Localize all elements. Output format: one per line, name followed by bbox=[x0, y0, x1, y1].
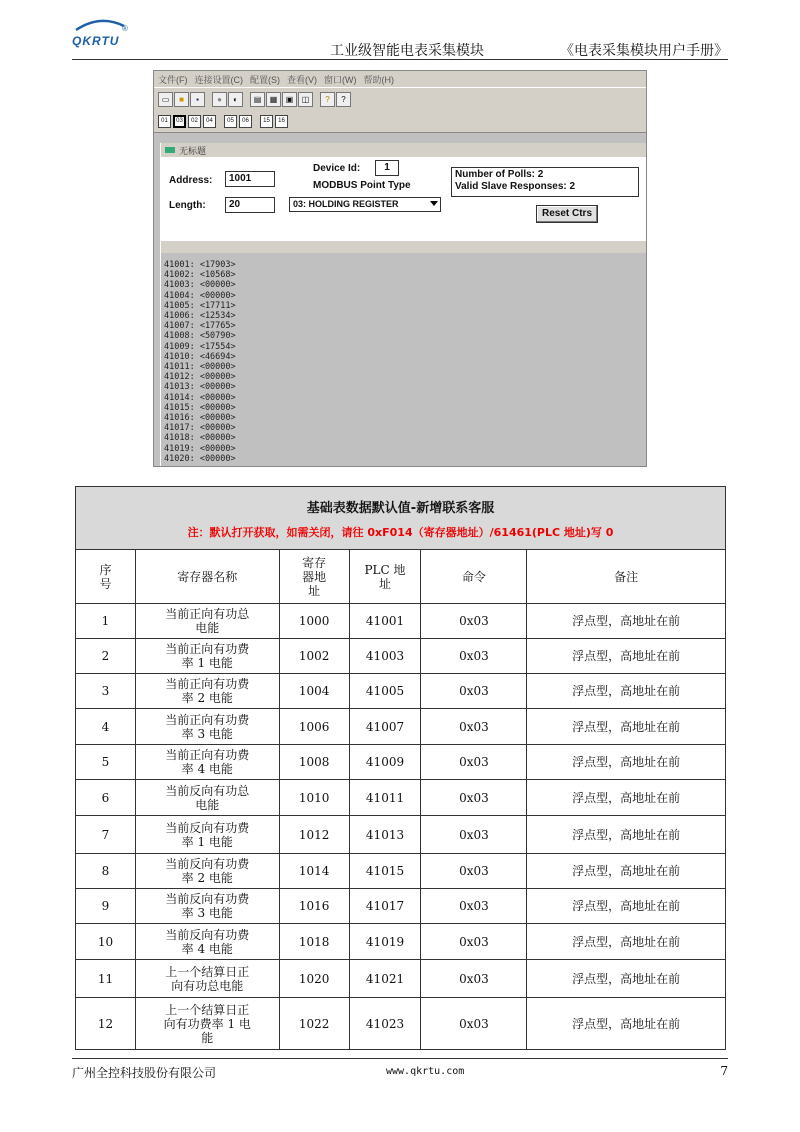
menu-connection[interactable]: 连接设置(C) bbox=[194, 74, 243, 85]
cell-row-index: 4 bbox=[76, 709, 136, 745]
context-help-icon[interactable]: ? bbox=[336, 92, 351, 107]
register-table bbox=[75, 486, 726, 1050]
cell-remark: 浮点型，高地址在前 bbox=[527, 709, 726, 745]
cell-remark: 浮点型，高地址在前 bbox=[527, 816, 726, 854]
cell-register-name: 当前反向有功总 电能 bbox=[135, 780, 279, 816]
col-header-index bbox=[76, 550, 136, 604]
cell-register-address: 1018 bbox=[279, 924, 349, 960]
device-id-label: Device Id: bbox=[313, 163, 361, 174]
cell-register-address: 1022 bbox=[279, 998, 349, 1050]
logo-registered-mark: ® bbox=[122, 24, 128, 33]
logo-text: QKRTU bbox=[72, 34, 120, 48]
register-value-line: 41020: <00000> bbox=[164, 453, 236, 464]
child-title-bar bbox=[161, 143, 646, 157]
page-header bbox=[72, 0, 728, 60]
cell-register-address: 1016 bbox=[279, 889, 349, 924]
cell-row-index: 9 bbox=[76, 889, 136, 924]
read-holding-icon[interactable]: 03 bbox=[173, 115, 186, 128]
cell-row-index: 6 bbox=[76, 780, 136, 816]
menu-setup[interactable]: 配置(S) bbox=[250, 74, 280, 85]
table-row bbox=[76, 889, 726, 924]
header-product-title: 工业级智能电表采集模块 bbox=[330, 43, 484, 59]
col-header-name-text: 寄存器名称 bbox=[177, 569, 238, 584]
write-multi-regs-icon[interactable]: 16 bbox=[275, 115, 288, 128]
menu-file[interactable]: 文件(F) bbox=[158, 74, 188, 85]
cell-register-name: 当前正向有功费 率 4 电能 bbox=[135, 745, 279, 780]
menu-view[interactable]: 查看(V) bbox=[287, 74, 317, 85]
cell-register-address: 1020 bbox=[279, 960, 349, 998]
cell-register-address: 1004 bbox=[279, 674, 349, 709]
poll-definition-panel bbox=[161, 157, 646, 241]
cell-plc-address: 41001 bbox=[349, 604, 421, 639]
register-values-list bbox=[161, 253, 646, 466]
col-header-command-text: 命令 bbox=[461, 569, 486, 584]
length-field[interactable]: 20 bbox=[225, 197, 275, 213]
cell-register-address: 1014 bbox=[279, 854, 349, 889]
modbus-poll-window bbox=[153, 70, 647, 467]
cell-plc-address: 41003 bbox=[349, 639, 421, 674]
write-single-reg-icon[interactable]: 06 bbox=[239, 115, 252, 128]
register-value-line: 41018: <00000> bbox=[164, 433, 236, 444]
page-number: 7 bbox=[720, 1064, 728, 1078]
point-type-select[interactable] bbox=[289, 197, 441, 212]
register-value-line: 41010: <46694> bbox=[164, 351, 236, 362]
cell-register-address: 1012 bbox=[279, 816, 349, 854]
cell-remark: 浮点型，高地址在前 bbox=[527, 854, 726, 889]
col-header-remark-text: 备注 bbox=[614, 569, 639, 584]
menu-window[interactable]: 窗口(W) bbox=[324, 74, 357, 85]
cell-remark: 浮点型，高地址在前 bbox=[527, 745, 726, 780]
cell-row-index: 8 bbox=[76, 854, 136, 889]
cell-register-name: 当前反向有功费 率 1 电能 bbox=[135, 816, 279, 854]
cell-remark: 浮点型，高地址在前 bbox=[527, 639, 726, 674]
cell-remark: 浮点型，高地址在前 bbox=[527, 780, 726, 816]
open-folder-icon[interactable]: ■ bbox=[174, 92, 189, 107]
col-header-remark bbox=[527, 550, 726, 604]
register-value-line: 41004: <00000> bbox=[164, 290, 236, 301]
cell-plc-address: 41023 bbox=[349, 998, 421, 1050]
save-icon[interactable]: ▪ bbox=[190, 92, 205, 107]
reset-counters-button[interactable]: Reset Ctrs bbox=[536, 205, 598, 223]
header-manual-title: 《电表采集模块用户手册》 bbox=[560, 43, 728, 59]
help-about-icon[interactable]: ? bbox=[320, 92, 335, 107]
cell-row-index: 12 bbox=[76, 998, 136, 1050]
new-file-icon[interactable]: ▭ bbox=[158, 92, 173, 107]
chevron-down-icon bbox=[430, 201, 438, 206]
register-value-line: 41015: <00000> bbox=[164, 402, 236, 413]
menu-bar bbox=[154, 71, 646, 87]
col-header-register-text: 寄存 器地 址 bbox=[302, 555, 327, 598]
cell-register-name: 当前反向有功费 率 4 电能 bbox=[135, 924, 279, 960]
cell-plc-address: 41013 bbox=[349, 816, 421, 854]
cell-register-name: 当前正向有功费 率 2 电能 bbox=[135, 674, 279, 709]
cell-command: 0x03 bbox=[421, 709, 527, 745]
register-value-line: 41006: <12534> bbox=[164, 311, 236, 322]
cell-command: 0x03 bbox=[421, 889, 527, 924]
register-value-line: 41005: <17711> bbox=[164, 300, 236, 311]
col-header-plc-text: PLC 地 址 bbox=[364, 562, 406, 591]
register-value-line: 41011: <00000> bbox=[164, 362, 236, 373]
table-row bbox=[76, 816, 726, 854]
window-icon bbox=[165, 147, 175, 153]
cell-register-name: 当前反向有功费 率 3 电能 bbox=[135, 889, 279, 924]
read-coils-icon[interactable]: 01 bbox=[158, 115, 171, 128]
cell-remark: 浮点型，高地址在前 bbox=[527, 674, 726, 709]
window-cascade-icon[interactable]: ▤ bbox=[250, 92, 265, 107]
cell-row-index: 2 bbox=[76, 639, 136, 674]
cell-plc-address: 41021 bbox=[349, 960, 421, 998]
cell-command: 0x03 bbox=[421, 854, 527, 889]
cell-register-name: 上一个结算日正 向有功总电能 bbox=[135, 960, 279, 998]
cell-command: 0x03 bbox=[421, 639, 527, 674]
cell-register-address: 1002 bbox=[279, 639, 349, 674]
register-value-line: 41007: <17765> bbox=[164, 321, 236, 332]
table-row bbox=[76, 854, 726, 889]
table-row bbox=[76, 780, 726, 816]
register-value-line: 41008: <50790> bbox=[164, 331, 236, 342]
register-value-line: 41002: <10568> bbox=[164, 270, 236, 281]
cell-register-name: 当前正向有功总 电能 bbox=[135, 604, 279, 639]
col-header-name bbox=[135, 550, 279, 604]
table-note: 注：默认打开获取，如需关闭，请往 0xF014（寄存器地址）/61461(PLC 地址)写 0 bbox=[187, 525, 614, 539]
table-header-row bbox=[76, 550, 726, 604]
device-id-field[interactable]: 1 bbox=[375, 160, 399, 176]
footer-divider bbox=[72, 1058, 728, 1059]
col-header-plc bbox=[349, 550, 421, 604]
function-toolbar bbox=[154, 110, 646, 133]
cell-command: 0x03 bbox=[421, 674, 527, 709]
table-row bbox=[76, 960, 726, 998]
cell-command: 0x03 bbox=[421, 998, 527, 1050]
address-field[interactable]: 1001 bbox=[225, 171, 275, 187]
cell-command: 0x03 bbox=[421, 960, 527, 998]
cell-register-address: 1006 bbox=[279, 709, 349, 745]
cell-plc-address: 41015 bbox=[349, 854, 421, 889]
valid-responses-count: Valid Slave Responses: 2 bbox=[455, 181, 576, 192]
disconnect-icon[interactable]: ◐ bbox=[228, 92, 243, 107]
table-row bbox=[76, 674, 726, 709]
cell-plc-address: 41011 bbox=[349, 780, 421, 816]
cell-command: 0x03 bbox=[421, 604, 527, 639]
poll-status-box bbox=[451, 167, 639, 197]
table-row bbox=[76, 604, 726, 639]
cell-plc-address: 41019 bbox=[349, 924, 421, 960]
cell-remark: 浮点型，高地址在前 bbox=[527, 960, 726, 998]
register-value-line: 41003: <00000> bbox=[164, 280, 236, 291]
read-input-regs-icon[interactable]: 04 bbox=[203, 115, 216, 128]
cell-register-address: 1000 bbox=[279, 604, 349, 639]
read-input-status-icon[interactable]: 02 bbox=[188, 115, 201, 128]
header-divider bbox=[72, 59, 728, 60]
register-value-line: 41017: <00000> bbox=[164, 423, 236, 434]
register-value-line: 41009: <17554> bbox=[164, 341, 236, 352]
menu-help[interactable]: 帮助(H) bbox=[363, 74, 394, 85]
cell-register-address: 1008 bbox=[279, 745, 349, 780]
table-row bbox=[76, 924, 726, 960]
cell-remark: 浮点型，高地址在前 bbox=[527, 604, 726, 639]
table-row bbox=[76, 745, 726, 780]
cell-row-index: 3 bbox=[76, 674, 136, 709]
cell-register-name: 当前反向有功费 率 2 电能 bbox=[135, 854, 279, 889]
write-single-coil-icon[interactable]: 05 bbox=[224, 115, 237, 128]
cell-command: 0x03 bbox=[421, 816, 527, 854]
logo-swoosh-icon bbox=[72, 18, 128, 32]
table-row bbox=[76, 639, 726, 674]
table-row bbox=[76, 998, 726, 1050]
register-value-line: 41016: <00000> bbox=[164, 413, 236, 424]
options-icon[interactable]: ◫ bbox=[298, 92, 313, 107]
poll-child-window bbox=[160, 143, 646, 466]
address-label: Address: bbox=[169, 175, 213, 186]
cell-register-name: 上一个结算日正 向有功费率 1 电 能 bbox=[135, 998, 279, 1050]
child-title: 无标题 bbox=[179, 145, 207, 156]
length-label: Length: bbox=[169, 200, 206, 211]
col-header-index-text: 序 号 bbox=[99, 562, 112, 591]
table-title: 基础表数据默认值-新增联系客服 bbox=[306, 500, 495, 516]
cell-register-name: 当前正向有功费 率 3 电能 bbox=[135, 709, 279, 745]
cell-remark: 浮点型，高地址在前 bbox=[527, 998, 726, 1050]
cell-row-index: 11 bbox=[76, 960, 136, 998]
cell-row-index: 10 bbox=[76, 924, 136, 960]
register-value-line: 41012: <00000> bbox=[164, 372, 236, 383]
window-tile-icon[interactable]: ▦ bbox=[266, 92, 281, 107]
point-type-label: MODBUS Point Type bbox=[313, 180, 411, 191]
point-type-value: 03: HOLDING REGISTER bbox=[293, 199, 399, 209]
register-value-line: 41014: <00000> bbox=[164, 392, 236, 403]
register-value-line: 41019: <00000> bbox=[164, 443, 236, 454]
company-logo bbox=[72, 18, 128, 48]
register-value-line: 41013: <00000> bbox=[164, 382, 236, 393]
connect-icon[interactable]: ● bbox=[212, 92, 227, 107]
cell-plc-address: 41017 bbox=[349, 889, 421, 924]
print-icon[interactable]: ▣ bbox=[282, 92, 297, 107]
footer-url[interactable]: www.qkrtu.com bbox=[386, 1066, 465, 1077]
cell-row-index: 7 bbox=[76, 816, 136, 854]
col-header-register bbox=[279, 550, 349, 604]
register-value-line: 41001: <17903> bbox=[164, 260, 236, 270]
table-row bbox=[76, 709, 726, 745]
table-title-cell bbox=[76, 487, 726, 550]
col-header-command bbox=[421, 550, 527, 604]
cell-row-index: 1 bbox=[76, 604, 136, 639]
cell-plc-address: 41005 bbox=[349, 674, 421, 709]
cell-plc-address: 41007 bbox=[349, 709, 421, 745]
cell-register-address: 1010 bbox=[279, 780, 349, 816]
main-toolbar bbox=[154, 87, 646, 110]
cell-command: 0x03 bbox=[421, 745, 527, 780]
polls-count: Number of Polls: 2 bbox=[455, 169, 544, 180]
write-multi-coils-icon[interactable]: 15 bbox=[260, 115, 273, 128]
cell-row-index: 5 bbox=[76, 745, 136, 780]
cell-register-name: 当前正向有功费 率 1 电能 bbox=[135, 639, 279, 674]
cell-command: 0x03 bbox=[421, 780, 527, 816]
cell-command: 0x03 bbox=[421, 924, 527, 960]
footer-company: 广州全控科技股份有限公司 bbox=[72, 1066, 217, 1080]
cell-plc-address: 41009 bbox=[349, 745, 421, 780]
cell-remark: 浮点型，高地址在前 bbox=[527, 889, 726, 924]
cell-remark: 浮点型，高地址在前 bbox=[527, 924, 726, 960]
